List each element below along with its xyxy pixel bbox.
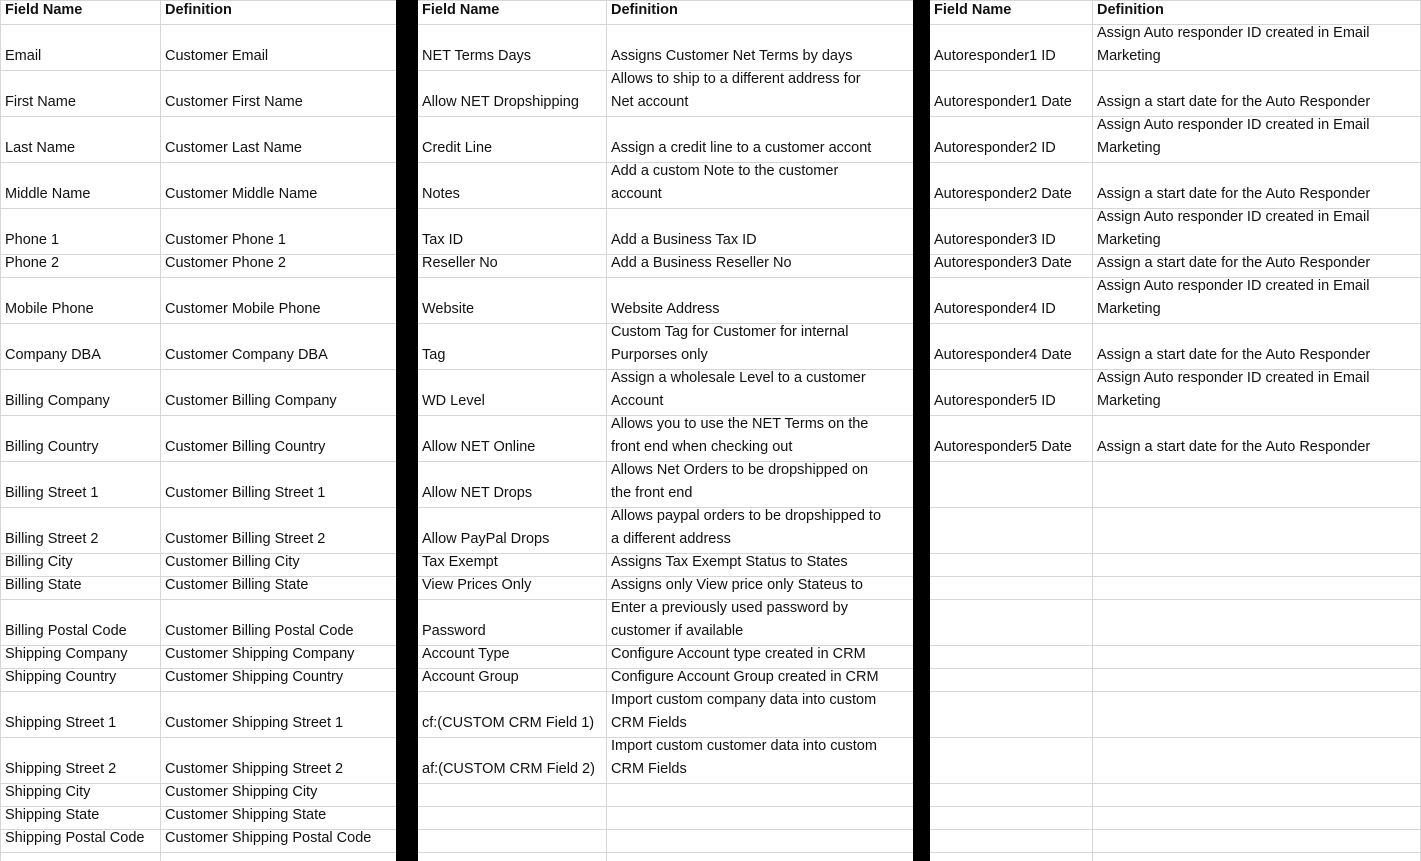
- definition-cell[interactable]: Customer Shipping Country: [165, 669, 344, 685]
- field-name-cell[interactable]: Billing Postal Code: [5, 623, 127, 639]
- header-field-name[interactable]: Field Name: [422, 2, 500, 18]
- field-name-cell[interactable]: [930, 783, 1093, 806]
- definition-cell[interactable]: Enter a previously used password by customer if available: [611, 600, 848, 639]
- definition-cell[interactable]: [1093, 691, 1421, 737]
- field-name-cell[interactable]: Allow NET Dropshipping: [422, 94, 579, 110]
- header-definition[interactable]: Definition: [1097, 2, 1164, 18]
- field-name-cell[interactable]: Tag: [422, 347, 446, 363]
- field-name-cell[interactable]: Phone 2: [5, 255, 60, 271]
- field-name-cell[interactable]: Allow NET Drops: [422, 485, 533, 501]
- field-name-cell[interactable]: Autoresponder5 ID: [934, 393, 1056, 409]
- definition-cell[interactable]: Assign Auto responder ID created in Email Marketing: [1097, 209, 1370, 248]
- header-field-name[interactable]: Field Name: [5, 2, 83, 18]
- field-name-cell[interactable]: Company DBA: [5, 347, 101, 363]
- definition-cell[interactable]: Customer Mobile Phone: [165, 301, 321, 317]
- field-name-cell[interactable]: NET Terms Days: [422, 48, 532, 64]
- definition-cell[interactable]: [1093, 576, 1421, 599]
- definition-cell[interactable]: Import custom company data into custom CRM Fields: [611, 692, 877, 731]
- definition-cell[interactable]: Assigns Customer Net Terms by days: [611, 48, 853, 64]
- field-name-cell[interactable]: Shipping Postal Code: [5, 830, 145, 846]
- definition-cell[interactable]: Assign a start date for the Auto Responder: [1097, 347, 1371, 363]
- field-name-cell[interactable]: [418, 783, 607, 806]
- definition-cell[interactable]: Customer Shipping Street 1: [165, 715, 344, 731]
- field-name-cell[interactable]: Website: [422, 301, 475, 317]
- field-name-cell[interactable]: [930, 576, 1093, 599]
- column-separator: [913, 0, 930, 861]
- definition-cell[interactable]: Customer Billing State: [165, 577, 309, 593]
- definition-cell[interactable]: Assigns Tax Exempt Status to States: [611, 554, 848, 570]
- field-name-cell[interactable]: Allow NET Online: [422, 439, 536, 455]
- field-name-cell[interactable]: Shipping Company: [5, 646, 128, 662]
- definition-cell[interactable]: Assign Auto responder ID created in Email Marketing: [1097, 117, 1370, 156]
- definition-cell[interactable]: Assign a start date for the Auto Responder: [1097, 255, 1371, 271]
- definition-cell[interactable]: Allows Net Orders to be dropshipped on the front end: [611, 462, 869, 501]
- definition-cell[interactable]: Custom Tag for Customer for internal Purporses only: [611, 324, 849, 363]
- definition-cell[interactable]: [1093, 668, 1421, 691]
- definition-cell[interactable]: Allows to ship to a different address for Net account: [611, 71, 861, 110]
- field-name-cell[interactable]: [930, 599, 1093, 645]
- header-field-name[interactable]: Field Name: [934, 2, 1012, 18]
- definition-cell[interactable]: Assign a wholesale Level to a customer Account: [611, 370, 866, 409]
- field-name-cell[interactable]: Autoresponder1 Date: [934, 94, 1072, 110]
- field-name-cell[interactable]: Shipping State: [5, 807, 100, 823]
- field-name-cell[interactable]: Account Group: [422, 669, 519, 685]
- field-name-cell[interactable]: Shipping Street 2: [5, 761, 117, 777]
- field-name-cell[interactable]: cf:(CUSTOM CRM Field 1): [422, 715, 595, 731]
- definition-cell[interactable]: Import custom customer data into custom CRM Fields: [611, 738, 877, 777]
- field-name-cell[interactable]: Mobile Phone: [5, 301, 94, 317]
- definition-cell[interactable]: Customer Company DBA: [165, 347, 328, 363]
- field-name-cell[interactable]: Phone 1: [5, 232, 60, 248]
- field-name-cell[interactable]: Autoresponder2 Date: [934, 186, 1072, 202]
- field-name-cell[interactable]: Password: [422, 623, 486, 639]
- definition-cell[interactable]: Assign a start date for the Auto Responder: [1097, 439, 1371, 455]
- definition-cell[interactable]: [1093, 507, 1421, 553]
- field-name-cell[interactable]: Allow PayPal Drops: [422, 531, 550, 547]
- field-name-cell[interactable]: [930, 507, 1093, 553]
- definition-cell[interactable]: Customer Phone 2: [165, 255, 286, 271]
- definition-cell[interactable]: [1093, 737, 1421, 783]
- definition-cell[interactable]: Allows you to use the NET Terms on the front end when checking out: [611, 416, 869, 455]
- field-name-cell[interactable]: Autoresponder4 ID: [934, 301, 1056, 317]
- definition-cell[interactable]: Customer Email: [165, 48, 269, 64]
- field-name-cell[interactable]: Shipping Street 1: [5, 715, 117, 731]
- definition-cell[interactable]: [607, 829, 913, 852]
- field-name-cell[interactable]: [930, 829, 1093, 852]
- field-name-cell[interactable]: af:(CUSTOM CRM Field 2): [422, 761, 595, 777]
- field-name-cell[interactable]: Shipping City: [5, 784, 91, 800]
- definition-cell[interactable]: Add a Business Reseller No: [611, 255, 792, 271]
- field-name-cell[interactable]: Notes: [422, 186, 460, 202]
- field-name-cell[interactable]: Last Name: [5, 140, 76, 156]
- definition-cell[interactable]: Configure Account Group created in CRM: [611, 669, 879, 685]
- definition-cell[interactable]: Website Address: [611, 301, 720, 317]
- field-name-cell[interactable]: [930, 461, 1093, 507]
- field-name-cell[interactable]: Billing Street 2: [5, 531, 99, 547]
- field-name-cell[interactable]: [418, 806, 607, 829]
- definition-cell[interactable]: Customer Last Name: [165, 140, 302, 156]
- field-name-cell[interactable]: [930, 645, 1093, 668]
- definition-cell[interactable]: Customer Middle Name: [165, 186, 318, 202]
- field-name-cell[interactable]: Billing City: [5, 554, 73, 570]
- definition-cell[interactable]: Customer Billing Street 1: [165, 485, 326, 501]
- field-name-cell[interactable]: Autoresponder2 ID: [934, 140, 1056, 156]
- definition-cell[interactable]: Customer Billing Country: [165, 439, 326, 455]
- definition-cell[interactable]: Configure Account type created in CRM: [611, 646, 866, 662]
- header-definition[interactable]: Definition: [165, 2, 232, 18]
- definition-cell[interactable]: Assign a start date for the Auto Responder: [1097, 186, 1371, 202]
- definition-cell[interactable]: Customer Shipping State: [165, 807, 327, 823]
- field-name-cell[interactable]: [930, 691, 1093, 737]
- definition-cell[interactable]: Customer Shipping City: [165, 784, 318, 800]
- definition-cell[interactable]: Add a Business Tax ID: [611, 232, 757, 248]
- definition-cell[interactable]: Customer First Name: [165, 94, 303, 110]
- field-name-cell[interactable]: Autoresponder4 Date: [934, 347, 1072, 363]
- definition-cell[interactable]: Assign Auto responder ID created in Email Marketing: [1097, 278, 1370, 317]
- definition-cell[interactable]: Assign Auto responder ID created in Email Marketing: [1097, 370, 1370, 409]
- field-name-cell[interactable]: Billing Company: [5, 393, 110, 409]
- definition-cell[interactable]: Customer Billing Street 2: [165, 531, 326, 547]
- field-name-cell[interactable]: [930, 737, 1093, 783]
- definition-cell[interactable]: Assign Auto responder ID created in Email Marketing: [1097, 25, 1370, 64]
- field-name-cell[interactable]: Account Type: [422, 646, 510, 662]
- grid-row-line: [0, 852, 1421, 853]
- definition-cell[interactable]: [1093, 553, 1421, 576]
- definition-cell[interactable]: Customer Billing Postal Code: [165, 623, 354, 639]
- field-name-cell[interactable]: Credit Line: [422, 140, 493, 156]
- column-separator: [396, 0, 418, 861]
- definition-cell[interactable]: [1093, 783, 1421, 806]
- field-name-cell[interactable]: WD Level: [422, 393, 485, 409]
- field-name-cell[interactable]: First Name: [5, 94, 76, 110]
- definition-cell[interactable]: Customer Billing City: [165, 554, 300, 570]
- field-name-cell[interactable]: Billing Street 1: [5, 485, 99, 501]
- definition-cell[interactable]: Allows paypal orders to be dropshipped to a different address: [611, 508, 882, 547]
- header-definition[interactable]: Definition: [611, 2, 678, 18]
- definition-cell[interactable]: [1093, 461, 1421, 507]
- field-name-cell[interactable]: [930, 668, 1093, 691]
- field-name-cell[interactable]: Tax Exempt: [422, 554, 498, 570]
- field-name-cell[interactable]: Autoresponder5 Date: [934, 439, 1072, 455]
- definition-cell[interactable]: [607, 806, 913, 829]
- definition-cell[interactable]: Assign a start date for the Auto Responder: [1097, 94, 1371, 110]
- field-name-cell[interactable]: View Prices Only: [422, 577, 532, 593]
- definition-cell[interactable]: Assigns only View price only Stateus to: [611, 577, 864, 593]
- field-name-cell[interactable]: Autoresponder3 ID: [934, 232, 1056, 248]
- definition-cell[interactable]: Add a custom Note to the customer account: [611, 163, 839, 202]
- definition-cell[interactable]: Customer Shipping Street 2: [165, 761, 344, 777]
- field-name-cell[interactable]: Billing State: [5, 577, 82, 593]
- definition-cell[interactable]: [1093, 829, 1421, 852]
- field-name-cell[interactable]: [418, 829, 607, 852]
- definition-cell[interactable]: [1093, 599, 1421, 645]
- field-name-cell[interactable]: Tax ID: [422, 232, 464, 248]
- field-name-cell[interactable]: Billing Country: [5, 439, 99, 455]
- field-name-cell[interactable]: Email: [5, 48, 42, 64]
- definition-cell[interactable]: Customer Phone 1: [165, 232, 286, 248]
- definition-cell[interactable]: Assign a credit line to a customer accont: [611, 140, 872, 156]
- field-name-cell[interactable]: [930, 806, 1093, 829]
- definition-cell[interactable]: [1093, 806, 1421, 829]
- definition-cell[interactable]: Customer Billing Company: [165, 393, 337, 409]
- field-name-cell[interactable]: Autoresponder3 Date: [934, 255, 1072, 271]
- definition-cell[interactable]: Customer Shipping Postal Code: [165, 830, 372, 846]
- field-name-cell[interactable]: Shipping Country: [5, 669, 117, 685]
- field-name-cell[interactable]: Middle Name: [5, 186, 91, 202]
- field-name-cell[interactable]: Reseller No: [422, 255, 498, 271]
- definition-cell[interactable]: [1093, 645, 1421, 668]
- field-name-cell[interactable]: [930, 553, 1093, 576]
- definition-cell[interactable]: Customer Shipping Company: [165, 646, 355, 662]
- field-name-cell[interactable]: Autoresponder1 ID: [934, 48, 1056, 64]
- definition-cell[interactable]: [607, 783, 913, 806]
